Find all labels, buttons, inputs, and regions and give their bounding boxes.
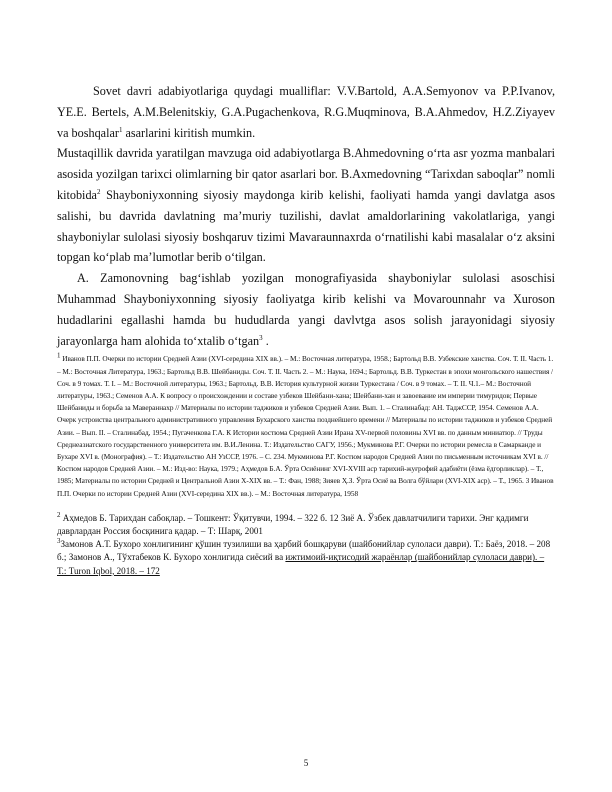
- footnote-text: Замонов А.Т. Бухоро хонлигининг қўшин тузилиши ва ҳарбий бошқаруви (шайбонийлар сулоласи даври). Т.: Баёз, 2018. – 208 б.; Замонов А., Тўхтабеков К. Бухоро хонлигида сиёсий ва: [57, 539, 551, 563]
- footnotes-2-3: [57, 512, 555, 578]
- paragraph-text-end: Shayboniyxonning siyosiy maydonga kirib kelishi, faoliyati hamda yangi davlatga asos salishi, bu davrida davlatning ma’muriy tuzilishi, davlat amaldorlarining vakolatlariga, yangi shayboniylar sulolasi siyosiy boshqaruv tizimi Mavaraunnaxrda o‘rnatilishi kabi masalalar o‘z aksini topgan ko‘plab ma’lumotlar berib o‘tilgan.: [57, 187, 555, 265]
- footnote-ref: 3: [259, 333, 263, 342]
- footnote-text: Аҳмедов Б. Тарихдан сабоқлар. – Тошкент: Ўқитувчи, 1994. – 322 б. 12 3иё А. Ўзбек давлатчилиги тарихи. Энг қадимги даврлардан Россия босқинига қадар. – Т: Шарқ, 2001: [57, 512, 529, 536]
- footnote-marker: 1: [57, 351, 61, 360]
- document-page: [57, 81, 555, 578]
- paragraph-text: A. Zamonovning bag‘ishlab yozilgan monografiyasida shayboniylar sulolasi asoschisi Muhammad Shayboniyxonning siyosiy faoliyatga kirib kelishi va Movarounnahr va Xuroson hudadlarini egallashi hamda bu hududlarda yangi davlvtga asos solish jarayonidagi siyosiy jarayonlarga ham alohida to‘xtalib o‘tgan: [57, 271, 555, 348]
- paragraph-text-end: asarlarini kiritish mumkin.: [122, 125, 256, 140]
- footnote-ref: 1: [118, 125, 123, 134]
- footnote-marker: 2: [57, 510, 61, 519]
- paragraph-text: Sovet davri adabiyotlariga quydagi mualliflar: V.V.Bartold, A.A.Semyonov va P.P.Ivanov, YE.E. Bertels, A.M.Belenitskiy, G.A.Pugachenkova, R.G.Muqminova, B.A.Ahmedov, H.Z.Ziyayev va boshqalar: [57, 84, 555, 140]
- footnote-1: [57, 353, 555, 499]
- footnote-text-underlined: ижтимоий-иқтисодий жараёнлар (шайбонийлар сулоласи даври). – Т.: Turon Iqbol, 2018. – 172: [57, 552, 545, 576]
- paragraph-sources-soviet: [57, 81, 555, 143]
- paragraph-independence-period: [57, 143, 555, 268]
- footnote-text: Иванов П.П. Очерки по истории Средней Азии (XVI-середина XIX вв.). – М.: Восточная литература, 1958.; Бартольд В.В. Узбекские ханства. Соч. Т. II. Часть 1. – М.: Восточная Литература, 1963.; Бартольд В.В. Шейбаниды. Соч. Т. II. Часть 2. – М.: Наука, 1694.; Бартольд. В.В. Туркестан в эпохи монгольского нашествия / Соч. в 9 томах. Т. I. – М.: Восточной литературы, 1963.; Бартольд. В.В. История культурной жизни Туркестана / Соч. в 9 томах. – Т. II. Ч.1.– М.: Восточной литературы, 1963.; Семенов А.А. К вопросу о происхождении и составе узбеков Шейбани-хана; Шейбани-хан и завоевание им империи тимуридов; Первые Шейбаниды и борьба за Мавераннахр // Материалы по истории таджиков и узбеков Средней Азии. Вып. 1. – Сталинабад: АН. ТаджССР, 1954. Семенов А.А. Очерк устроиства центрального административного управления Бухарского ханства позднейшего времени // Материалы по истории таджиков и узбеков Средней Азии. – Вып. II. – Сталинабад, 1954.; Пугаченкова Г.А. К Истории костюма Средней Азии Ирана XV-первой половины XVI вв. по данным миниатюр. // Труды Среднеазиатского государственного университета им. В.И.Ленина. Т.: Издательство САГУ, 1956.; Мукминова Р.Г. Очерки по истории ремесла в Самарканде и Бухаре XVI в. (Монография). – Т.: Издательство АН УзССР, 1976. – С. 234. Мукминова Р.Г. Костюм народов Средней Азии по письменным источникам XVI в. // Костюм народов Средней Азии. – М.: Изд-во: Наука, 1979.; Аҳмедов Б.А. Ўрта Осиёнинг XVI-XVIII аср тарихий-жуғрофий адабиёти (ёзма ёдгорликлар). – Т., 1985; Материалы по истории Средней и Центральной Азии X-XIX вв. – Т.: Фан, 1988; Зияев Ҳ.З. Ўрта Осиё ва Волга бўйлари (XVI-XIX аср). – Т., 1965. 3 Иванов П.П. Очерки по истории Средней Азии (XVI-середина XIX вв.). – М.: Восточная литература, 1958: [57, 354, 554, 498]
- footnote-marker: 3: [57, 537, 61, 546]
- paragraph-text: Mustaqillik davrida yaratilgan mavzuga oid adabiyotlarga B.Ahmedovning o‘rta asr yozma manbalari asosida yozilgan tarixci olimlarning bir qator asarlari bor. B.Axmedovning “Tarixdan saboqlar” nomli kitobida: [57, 146, 555, 202]
- page-number: 5: [303, 758, 309, 768]
- footnote-ref: 2: [96, 187, 101, 196]
- paragraph-text-end: .: [262, 333, 269, 348]
- footnote-2: [57, 512, 555, 538]
- paragraph-zamonov: [57, 268, 555, 351]
- footnote-3: [57, 538, 555, 578]
